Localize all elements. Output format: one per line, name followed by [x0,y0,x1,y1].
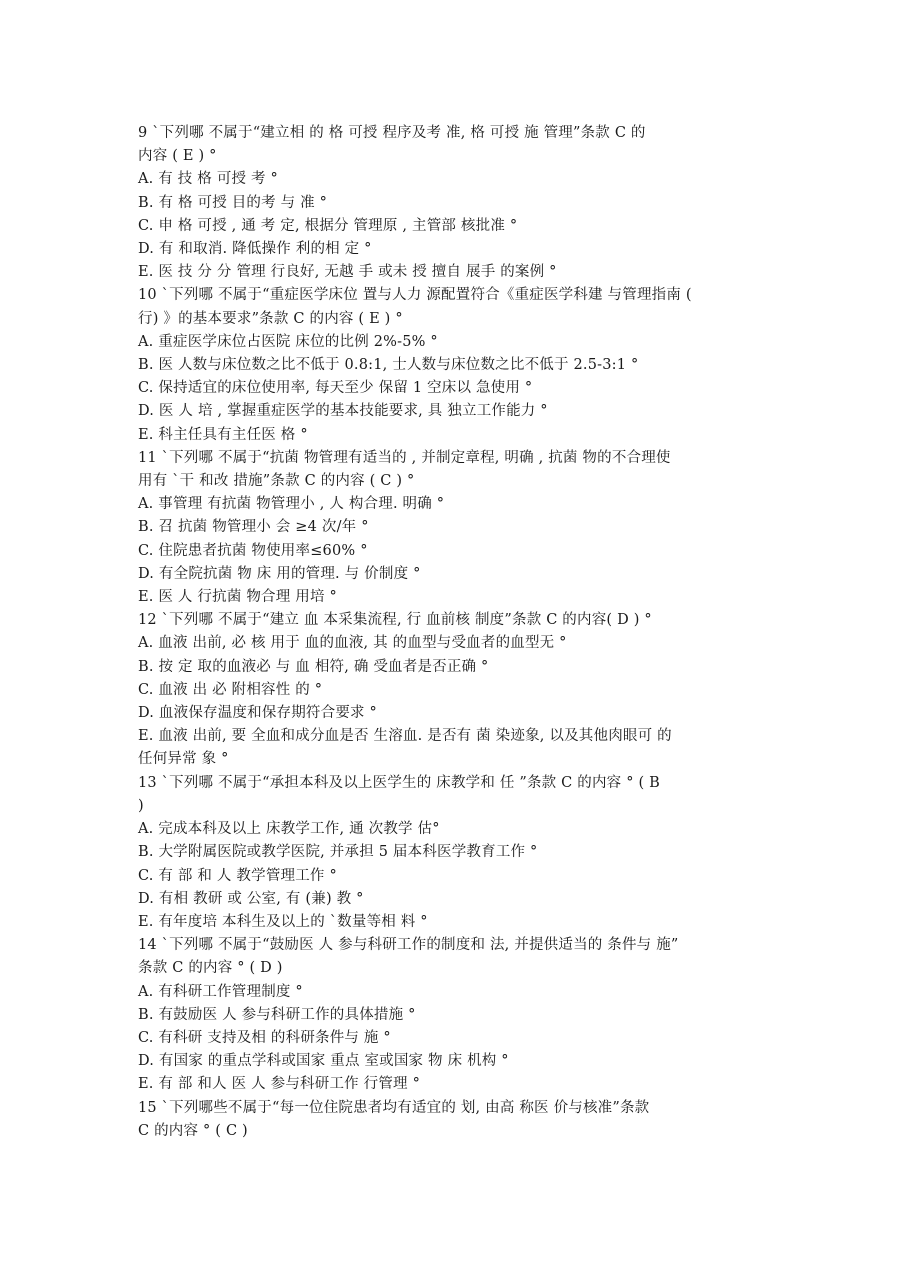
text-line: B. 召 抗菌 物管理小 会 ≥4 次/年 ° [138,519,369,536]
text-line: B. 有 格 可授 目的考 与 准 ° [138,194,328,211]
text-line: 9 `下列哪 不属于“建立相 的 格 可授 程序及考 准, 格 可授 施 管理”条款 C 的 [138,125,646,141]
document-body [138,122,778,1143]
text-line: E. 有 部 和人 医 人 参与科研工作 行管理 ° [138,1076,421,1093]
text-line: D. 有国家 的重点学科或国家 重点 室或国家 物 床 机构 ° [138,1053,509,1070]
text-line: B. 医 人数与床位数之比不低于 0.8:1, 士人数与床位数之比不低于 2.5-3:1 ° [138,357,639,374]
text-line: C. 保持适宜的床位使用率, 每天至少 保留 1 空床以 急使用 ° [138,380,533,397]
text-line: D. 血液保存温度和保存期符合要求 ° [138,705,377,722]
text-line: A. 血液 出前, 必 核 用于 血的血液, 其 的血型与受血者的血型无 ° [138,635,567,652]
text-line: A. 事管理 有抗菌 物管理小 , 人 构合理. 明确 ° [138,496,445,513]
text-line: C. 有 部 和 人 教学管理工作 ° [138,867,337,884]
text-line: 11 `下列哪 不属于“抗菌 物管理有适当的 , 并制定章程, 明确 , 抗菌 物的不合理使 [138,449,671,466]
text-line: C. 有科研 支持及相 的科研条件与 施 ° [138,1029,391,1046]
text-line: C 的内容 ° ( C ) [138,1122,248,1139]
text-line: A. 有 技 格 可授 考 ° [138,171,278,188]
text-line: D. 医 人 培 , 掌握重症医学的基本技能要求, 具 独立工作能力 ° [138,403,548,420]
text-line: B. 大学附属医院或教学医院, 并承担 5 届本科医学教育工作 ° [138,844,538,861]
text-line: 内容 ( E ) ° [138,148,217,165]
text-line: A. 完成本科及以上 床教学工作, 通 次教学 估° [138,821,440,838]
text-line: E. 血液 出前, 要 全血和成分血是否 生溶血. 是否有 菌 染迹象, 以及其他肉眼可 的 [138,728,672,745]
text-line: C. 血液 出 必 附相容性 的 ° [138,681,323,698]
text-line: C. 申 格 可授 , 通 考 定, 根据分 管理原 , 主管部 核批准 ° [138,217,518,234]
text-line: D. 有全院抗菌 物 床 用的管理. 与 价制度 ° [138,565,421,582]
text-line: 14 `下列哪 不属于“鼓励医 人 参与科研工作的制度和 法, 并提供适当的 条件与 施” [138,937,679,954]
text-line: 任何异常 象 ° [138,751,229,768]
text-line: 13 `下列哪 不属于“承担本科及以上医学生的 床教学和 任 ”条款 C 的内容 ° ( B [138,774,660,791]
text-line: D. 有 和取消. 降低操作 利的相 定 ° [138,241,372,258]
text-line: 10 `下列哪 不属于“重症医学床位 置与人力 源配置符合《重症医学科建 与管理指南 ( [138,287,692,304]
text-line: 15 `下列哪些不属于“每一位住院患者均有适宜的 划, 由高 称医 价与核准”条款 [138,1099,650,1116]
text-line: 用有 `干 和改 措施”条款 C 的内容 ( C ) ° [138,473,415,490]
text-line: E. 医 人 行抗菌 物合理 用培 ° [138,589,337,606]
text-line: 行) 》的基本要求”条款 C 的内容 ( E ) ° [138,310,403,327]
text-line: E. 有年度培 本科生及以上的 `数量等相 料 ° [138,913,428,930]
text-line: E. 医 技 分 分 管理 行良好, 无越 手 或未 授 擅自 展手 的案例 ° [138,264,557,281]
text-line: D. 有相 教研 或 公室, 有 (兼) 教 ° [138,890,364,907]
text-line: A. 重症医学床位占医院 床位的比例 2%-5% ° [138,333,438,350]
text-line: B. 按 定 取的血液必 与 血 相符, 确 受血者是否正确 ° [138,658,489,675]
text-line: B. 有鼓励医 人 参与科研工作的具体措施 ° [138,1006,416,1023]
text-line: 条款 C 的内容 ° ( D ) [138,960,283,977]
text-line: A. 有科研工作管理制度 ° [138,983,303,1000]
text-line: E. 科主任具有主任医 格 ° [138,426,308,443]
text-line: ) [138,797,144,814]
text-line: C. 住院患者抗菌 物使用率≤60% ° [138,542,368,559]
text-line: 12 `下列哪 不属于“建立 血 本采集流程, 行 血前核 制度”条款 C 的内容( D ) ° [138,612,652,629]
